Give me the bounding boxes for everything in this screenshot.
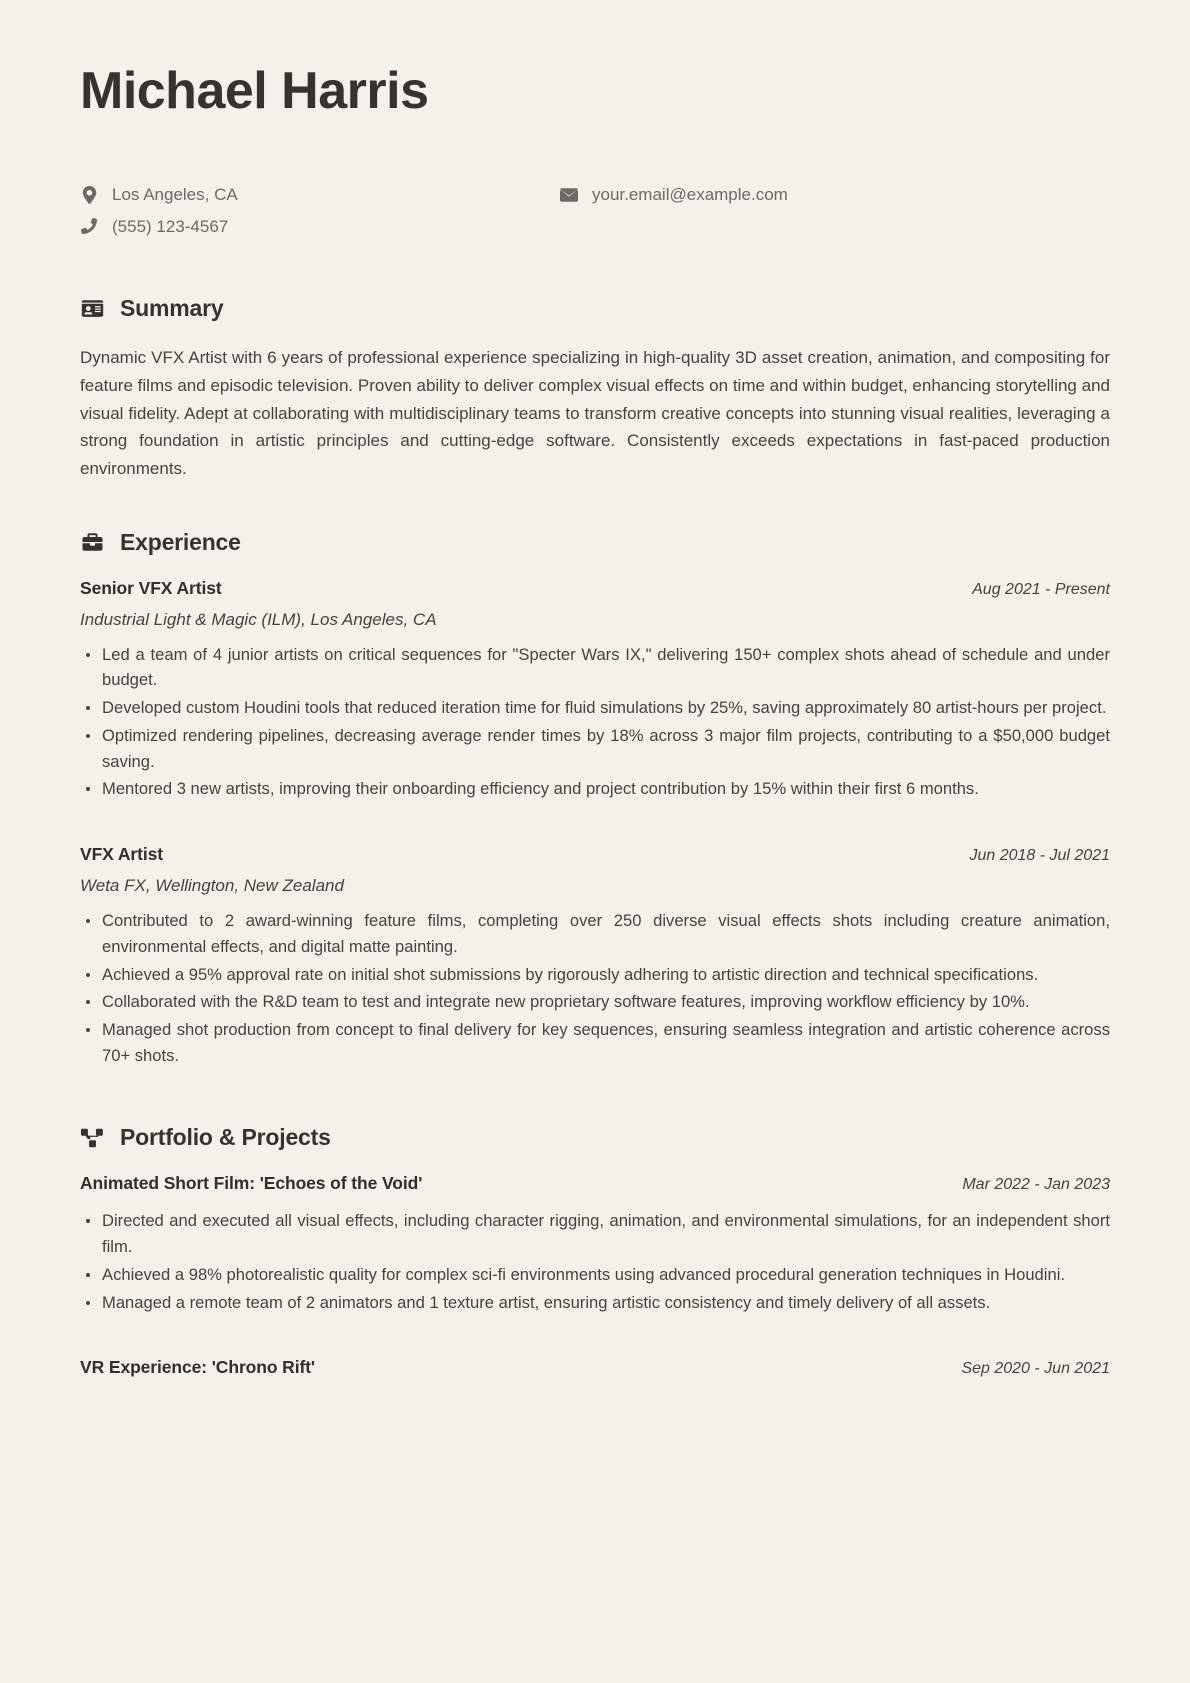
- section-portfolio: [80, 1124, 1110, 1378]
- experience-entry-header: [80, 578, 1110, 599]
- portfolio-entry-header: [80, 1357, 1110, 1378]
- job-bullet-list: [80, 908, 1110, 1068]
- section-title-summary: Summary: [120, 295, 224, 322]
- phone-icon: [80, 218, 98, 234]
- job-title: Senior VFX Artist: [80, 577, 222, 598]
- contact-column-right: [560, 182, 788, 239]
- section-title-portfolio: Portfolio & Projects: [120, 1124, 331, 1151]
- job-date: Aug 2021 - Present: [972, 580, 1110, 598]
- project-date: Mar 2022 - Jan 2023: [962, 1176, 1110, 1194]
- job-company: Weta FX, Wellington, New Zealand: [80, 876, 344, 896]
- section-header-summary: [80, 295, 1110, 322]
- briefcase-icon: [80, 530, 104, 554]
- portfolio-entry-header: [80, 1173, 1110, 1194]
- envelope-icon: [560, 188, 578, 202]
- map-pin-icon: [80, 186, 98, 204]
- list-item: Led a team of 4 junior artists on critical sequences for "Specter Wars IX," delivering 150+ complex shots ahead of schedule and under budget.: [80, 642, 1110, 693]
- project-title: Animated Short Film: 'Echoes of the Void': [80, 1173, 423, 1194]
- list-item: Managed a remote team of 2 animators and 1 texture artist, ensuring artistic consistency and timely delivery of all assets.: [80, 1290, 1110, 1316]
- project-date: Sep 2020 - Jun 2021: [961, 1360, 1110, 1378]
- list-item: Directed and executed all visual effects, including character rigging, animation, and environmental simulations, for an independent short film.: [80, 1208, 1110, 1259]
- list-item: Contributed to 2 award-winning feature films, completing over 250 diverse visual effects shots including creature animation, environmental effects, and digital matte painting.: [80, 908, 1110, 959]
- id-card-icon: [80, 297, 104, 321]
- job-date: Jun 2018 - Jul 2021: [969, 847, 1110, 865]
- experience-entry: [80, 844, 1110, 1068]
- experience-entry: [80, 578, 1110, 802]
- summary-text: Dynamic VFX Artist with 6 years of professional experience specializing in high-quality 3D asset creation, animation, and compositing for feature films and episodic television. Proven ability to deliver complex visual effects on time and within budget, enhancing storytelling and visual fidelity. Adept at collaborating with multidisciplinary teams to transform creative concepts into stunning visual realities, leveraging a strong foundation in artistic principles and cutting-edge software. Consistently exceeds expectations in fast-paced production environments.: [80, 348, 1110, 479]
- contact-column-left: [80, 182, 560, 239]
- list-item: Managed shot production from concept to final delivery for key sequences, ensuring seamless integration and artistic coherence across 70+ shots.: [80, 1017, 1110, 1068]
- portfolio-entry: [80, 1173, 1110, 1315]
- contact-location-text: Los Angeles, CA: [112, 185, 238, 205]
- contact-email-text: your.email@example.com: [592, 185, 788, 205]
- contact-location: [80, 182, 560, 208]
- contact-phone-text: (555) 123-4567: [112, 216, 229, 236]
- contact-phone: [80, 214, 560, 240]
- portfolio-entry: [80, 1357, 1110, 1378]
- project-bullet-list: [80, 1208, 1110, 1315]
- section-header-portfolio: [80, 1124, 1110, 1151]
- experience-entry-header: [80, 844, 1110, 865]
- section-summary: [80, 295, 1110, 483]
- list-item: Collaborated with the R&D team to test and integrate new proprietary software features, improving workflow efficiency by 10%.: [80, 989, 1110, 1015]
- job-title: VFX Artist: [80, 844, 163, 865]
- list-item: Developed custom Houdini tools that reduced iteration time for fluid simulations by 25%, saving approximately 80 artist-hours per project.: [80, 695, 1110, 721]
- project-title: VR Experience: 'Chrono Rift': [80, 1357, 315, 1378]
- list-item: Mentored 3 new artists, improving their onboarding efficiency and project contribution by 15% within their first 6 months.: [80, 776, 1110, 802]
- section-header-experience: [80, 529, 1110, 556]
- section-experience: [80, 529, 1110, 1069]
- contact-block: [80, 182, 1110, 239]
- list-item: Achieved a 98% photorealistic quality for complex sci-fi environments using advanced procedural generation techniques in Houdini.: [80, 1262, 1110, 1288]
- list-item: Achieved a 95% approval rate on initial shot submissions by rigorously adhering to artistic direction and technical specifications.: [80, 962, 1110, 988]
- contact-email: [560, 182, 788, 208]
- job-bullet-list: [80, 642, 1110, 802]
- list-item: Optimized rendering pipelines, decreasing average render times by 18% across 3 major film projects, contributing to a $50,000 budget saving.: [80, 723, 1110, 774]
- job-company: Industrial Light & Magic (ILM), Los Angeles, CA: [80, 609, 437, 629]
- project-diagram-icon: [80, 1126, 104, 1150]
- page-title: Michael Harris: [80, 62, 429, 120]
- section-title-experience: Experience: [120, 528, 241, 555]
